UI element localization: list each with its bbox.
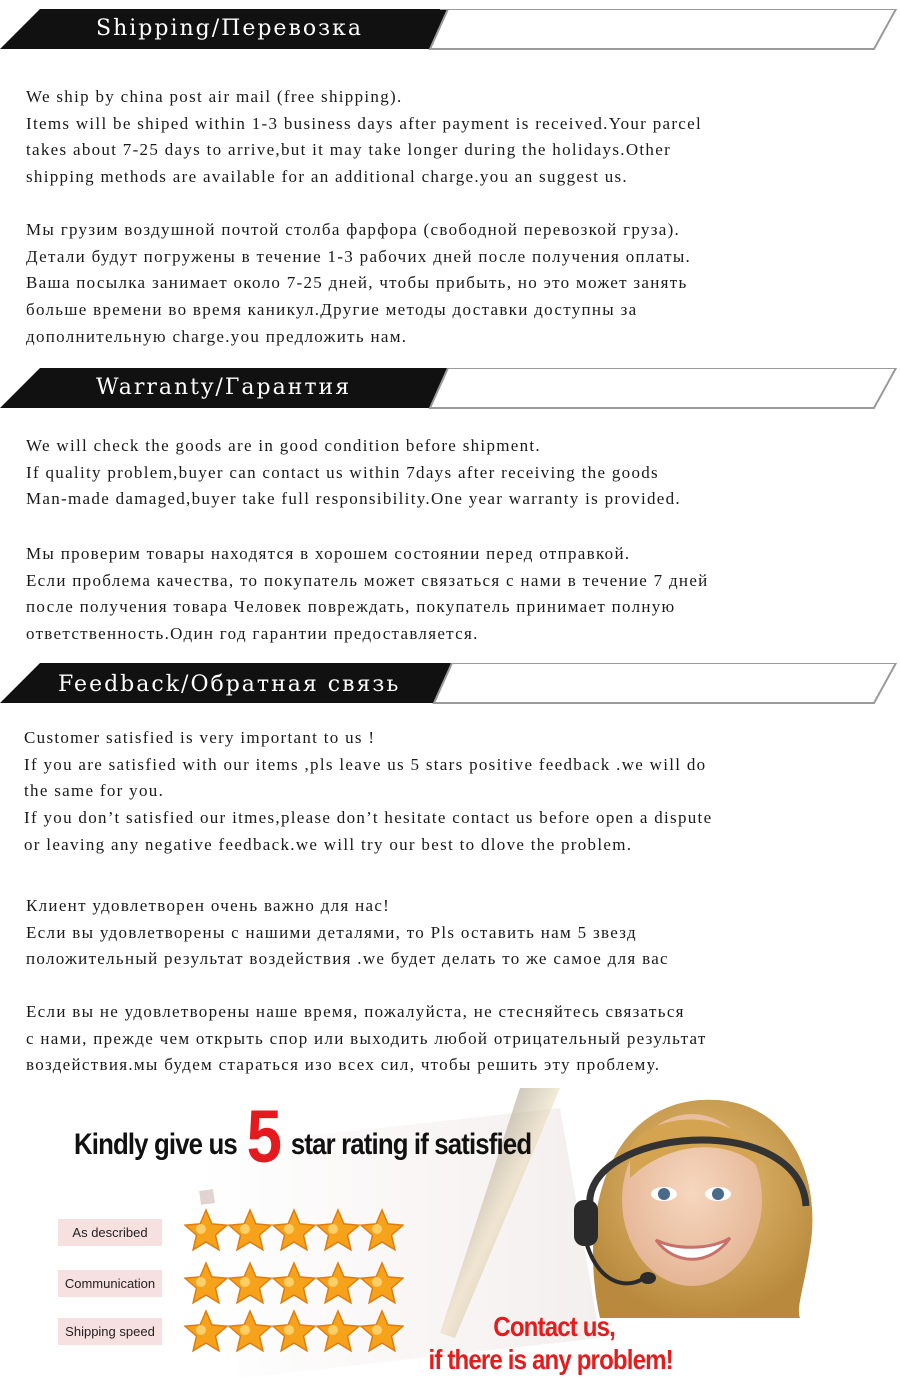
- text-line: Если проблема качества, то покупатель может связаться с нами в течение 7 дней: [26, 570, 709, 590]
- text-line: воздействия.мы будем стараться изо всех сил, чтобы решить эту проблему.: [26, 1055, 661, 1075]
- text-line: положительный результат воздействия .we будет делать то же самое для вас: [26, 949, 669, 969]
- contact-line-2: if there is any problem!: [428, 1344, 673, 1375]
- star-row: [184, 1260, 404, 1308]
- text-line: с нами, прежде чем открыть спор или выходить любой отрицательный результат: [26, 1028, 707, 1048]
- star-icon: [361, 1263, 403, 1303]
- text-line: Ваша посылка занимает около 7-25 дней, чтобы прибыть, но это может занять: [26, 273, 688, 293]
- star-icon: [185, 1311, 227, 1351]
- text-line: после получения товара Человек повреждать, покупатель принимает полную: [26, 597, 676, 617]
- text-line: If you don’t satisfied our itmes,please don’t hesitate contact us before open a dispute: [24, 808, 713, 828]
- section-title: Shipping/Перевозка: [96, 16, 363, 41]
- star-icon: [185, 1263, 227, 1303]
- section-title: Warranty/Гарантия: [96, 375, 352, 400]
- text-line: Клиент удовлетворен очень важно для нас!: [26, 896, 391, 915]
- text-line: Мы грузим воздушной почтой столба фарфора (свободной перевозкой груза).: [26, 220, 681, 239]
- star-row: [184, 1207, 404, 1255]
- section-banner-feedback: [0, 663, 900, 707]
- star-icon: [317, 1210, 359, 1250]
- text-line: Man-made damaged,buyer take full responsibility.One year warranty is provided.: [26, 489, 681, 509]
- text-line: Customer satisfied is very important to us !: [24, 728, 376, 747]
- support-agent-illustration: [560, 1088, 860, 1318]
- text-line: takes about 7-25 days to arrive,but it may take longer during the holidays.Other: [26, 140, 672, 160]
- star-icon: [317, 1263, 359, 1303]
- text-line: Мы проверим товары находятся в хорошем состоянии перед отправкой.: [26, 544, 631, 563]
- promo-headline: [74, 1095, 532, 1178]
- star-icon: [273, 1210, 315, 1250]
- star-icon: [229, 1311, 271, 1351]
- paragraph: [26, 541, 886, 648]
- text-line: shipping methods are available for an additional charge.you an suggest us.: [26, 167, 628, 187]
- text-line: больше времени во время каникул.Другие методы доставки доступны за: [26, 300, 638, 320]
- text-line: We will check the goods are in good condition before shipment.: [26, 436, 541, 455]
- text-line: Items will be shiped within 1-3 business days after payment is received.Your parcel: [26, 113, 703, 133]
- contact-line-1: Contact us,: [493, 1311, 615, 1342]
- star-icon: [229, 1210, 271, 1250]
- star-icon: [185, 1210, 227, 1250]
- text-line: дополнительную charge.you предложить нам.: [26, 326, 408, 346]
- paragraph: [24, 725, 884, 859]
- contact-us-callout: [426, 1310, 675, 1376]
- text-line: If you are satisfied with our items ,pls leave us 5 stars positive feedback .we will do: [24, 754, 707, 774]
- text-line: If quality problem,buyer can contact us within 7days after receiving the goods: [26, 462, 659, 482]
- star-icon: [317, 1311, 359, 1351]
- paragraph: [26, 999, 886, 1079]
- section-banner-warranty: [0, 368, 900, 412]
- rating-label-communication: Communication: [58, 1270, 162, 1297]
- text-line: Детали будут погружены в течение 1-3 рабочих дней после получения оплаты.: [26, 246, 692, 266]
- star-icon: [229, 1263, 271, 1303]
- rating-promo-banner: [0, 1088, 900, 1378]
- headline-number: 5: [246, 1095, 282, 1178]
- text-line: the same for you.: [24, 781, 165, 801]
- text-line: We ship by china post air mail (free shipping).: [26, 87, 403, 106]
- paragraph: [26, 433, 886, 513]
- section-title: Feedback/Обратная связь: [58, 672, 401, 697]
- section-banner-shipping: [0, 9, 900, 53]
- rating-label-as-described: As described: [58, 1219, 162, 1246]
- text-line: ответственность.Один год гарантии предоставляется.: [26, 624, 479, 644]
- star-icon: [273, 1311, 315, 1351]
- star-icon: [361, 1311, 403, 1351]
- headline-post: star rating if satisfied: [290, 1128, 532, 1161]
- star-row: [184, 1308, 404, 1356]
- text-line: or leaving any negative feedback.we will try our best to dlove the problem.: [24, 834, 633, 854]
- headline-pre: Kindly give us: [74, 1128, 237, 1161]
- text-line: Если вы удовлетворены с нашими деталями, то Pls оставить нам 5 звезд: [26, 922, 637, 942]
- star-icon: [273, 1263, 315, 1303]
- paragraph: [26, 84, 886, 191]
- rating-label-shipping-speed: Shipping speed: [58, 1318, 162, 1345]
- text-line: Если вы не удовлетворены наше время, пожалуйста, не стесняйтесь связаться: [26, 1002, 685, 1021]
- paragraph: [26, 893, 886, 973]
- star-icon: [361, 1210, 403, 1250]
- paragraph: [26, 217, 886, 351]
